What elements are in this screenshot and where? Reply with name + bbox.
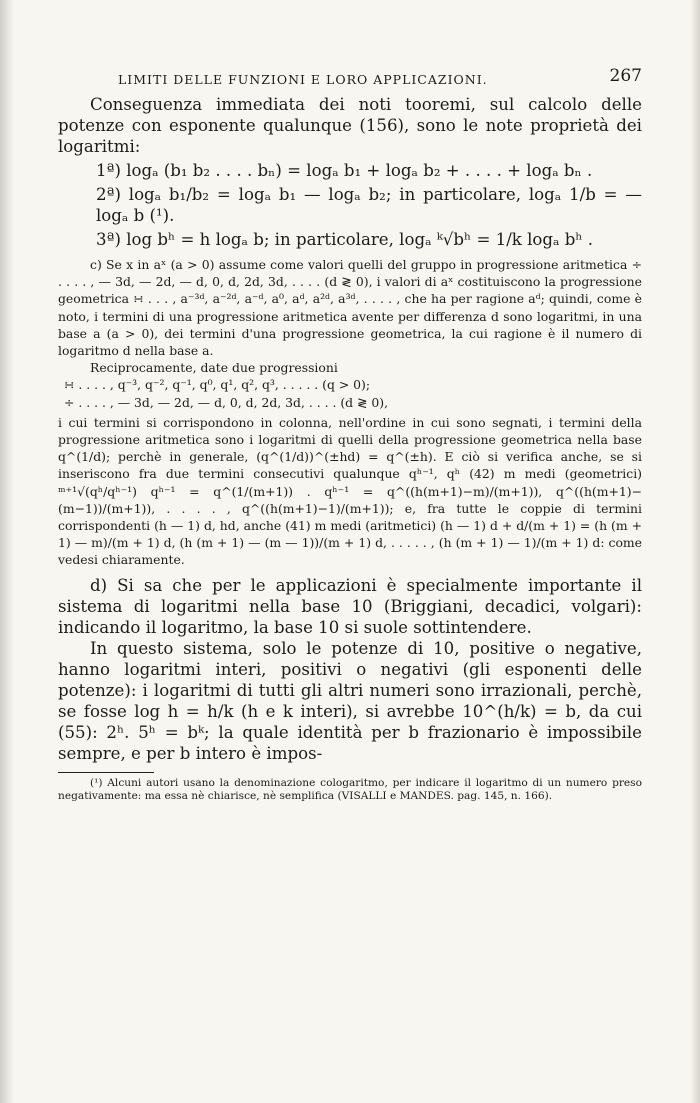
- property-3: 3ª) log bʰ = h logₐ b; in particolare, logₐ ᵏ√bʰ = 1/k logₐ bʰ .: [96, 230, 594, 249]
- page-edge-shadow-right: [690, 0, 700, 1103]
- property-1: 1ª) logₐ (b₁ b₂ . . . . bₙ) = logₐ b₁ + logₐ b₂ + . . . . + logₐ bₙ .: [96, 161, 593, 180]
- intro-paragraph: Conseguenza immediata dei noti tooremi, sul calcolo delle potenze con esponente qualunque (156), sono le note proprietà dei logaritmi:: [58, 95, 642, 156]
- running-header: [58, 66, 642, 94]
- paragraph-d: d) Si sa che per le applicazioni è specialmente importante il sistema di logaritmi nella base 10 (Briggiani, decadici, volgari): indicando il logaritmo, la base 10 si suole sottintendere.: [58, 575, 642, 637]
- book-page: [58, 66, 642, 804]
- page-number: 267: [609, 66, 642, 86]
- reciprocal-paragraph: i cui termini si corrispondono in colonna, nell'ordine in cui sono segnati, i termini della progressione aritmetica sono i logaritmi di quelli della progressione geometrica nella base q^(1/d); perchè in generale, (q^(1/d))^(±hd) = q^(±h). E ciò si verifica anche, se si inseriscono fra due termini consecutivi qualunque qʰ⁻¹, qʰ (42) m medi (geometrici) ᵐ⁺¹√(qʰ/qʰ⁻¹) qʰ⁻¹ = q^(1/(m+1)) . qʰ⁻¹ = q^((h(m+1)−m)/(m+1)), q^((h(m+1)−(m−1))/(m+1)), . . . . , q^((h(m+1)−1)/(m+1)); e, fra tutte le coppie di termini corrispondenti (h — 1) d, hd, anche (41) m medi (aritmetici) (h — 1) d + d/(m + 1) = (h (m + 1) — m)/(m + 1) d, (h (m + 1) — (m — 1))/(m + 1) d, . . . . . , (h (m + 1) — 1)/(m + 1) d: come vedesi chiaramente.: [58, 414, 642, 568]
- paragraph-decimal-system: In questo sistema, solo le potenze di 10, positive o negative, hanno logaritmi interi, positivi o negativi (gli esponenti delle potenze): i logaritmi di tutti gli altri numeri sono irrazionali, perchè, se fosse log h = h/k (h e k interi), si avrebbe 10^(h/k) = b, da cui (55): 2ʰ. 5ʰ = bᵏ; la quale identità per b frazionario è impossibile sempre, e per b intero è impos-: [58, 638, 642, 763]
- arithmetic-progression: ÷ . . . . , — 3d, — 2d, — d, 0, d, 2d, 3d, . . . . (d ≷ 0),: [64, 394, 389, 410]
- reciprocal-intro: Reciprocamente, date due progressioni: [90, 360, 338, 376]
- page-edge-shadow-left: [0, 0, 14, 1103]
- footnote-1: (¹) Alcuni autori usano la denominazione cologaritmo, per indicare il logaritmo di un numero preso negativamente: ma essa nè chiarisce, nè semplifica (VISALLI e MANDES. pag. 145, n. 166).: [58, 776, 642, 803]
- geometric-progression: ∺ . . . . , q⁻³, q⁻², q⁻¹, q⁰, q¹, q², q³, . . . . . (q > 0);: [64, 377, 371, 393]
- property-2: 2ª) logₐ b₁/b₂ = logₐ b₁ — logₐ b₂; in particolare, logₐ 1/b = — logₐ b (¹).: [96, 185, 642, 225]
- running-title: LIMITI DELLE FUNZIONI E LORO APPLICAZIONI.: [118, 72, 488, 87]
- paragraph-c: c) Se x in aˣ (a > 0) assume come valori quelli del gruppo in progressione aritmetica ÷ . . . . , — 3d, — 2d, — d, 0, d, 2d, 3d, . . . . (d ≷ 0), i valori di aˣ costituiscono la progressione geometrica ∺ . . . , a⁻³ᵈ, a⁻²ᵈ, a⁻ᵈ, a⁰, aᵈ, a²ᵈ, a³ᵈ, . . . . , che ha per ragione aᵈ; quindi, come è noto, i termini di una progressione aritmetica avente per differenza d sono logaritmi, in una base a (a > 0), dei termini d'una progressione geometrica, la cui ragione è il numero di logaritmo d nella base a.: [58, 257, 642, 359]
- footnote-divider: [58, 772, 154, 773]
